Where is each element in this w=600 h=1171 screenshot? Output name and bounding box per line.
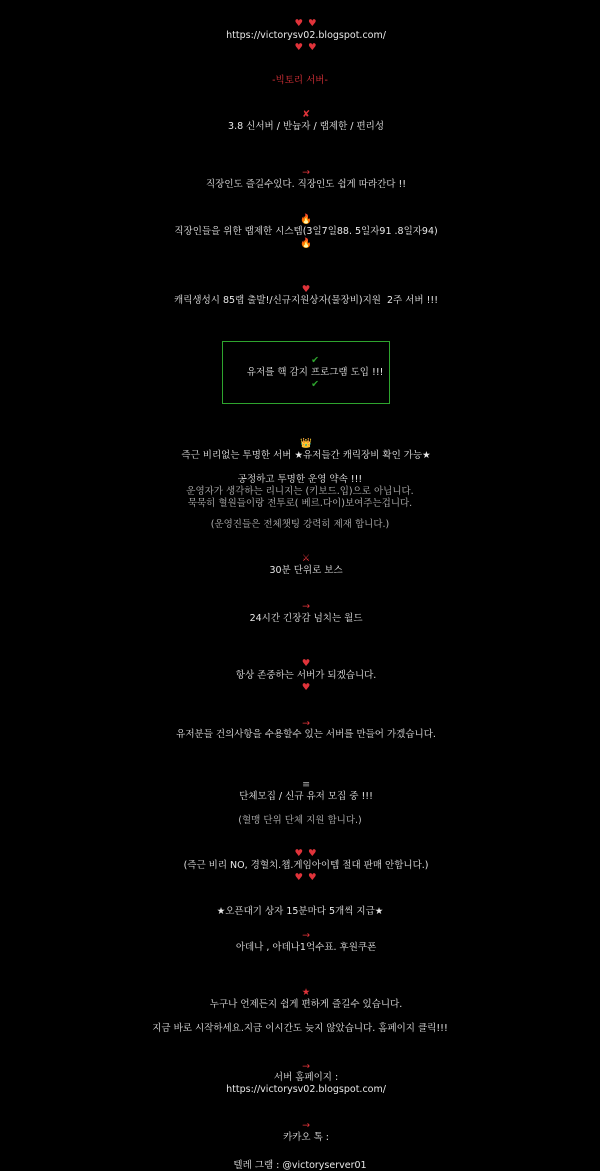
no-sell-line bbox=[0, 837, 600, 896]
anticheat-text: 유저를 핵 감지 프로그램 도입 !!! bbox=[247, 367, 384, 378]
arrow-icon-5: → bbox=[302, 1061, 310, 1072]
crown-icon: 👑 bbox=[300, 438, 312, 449]
heart-icon-nosell-right: ♥ ♥ bbox=[295, 872, 318, 883]
respect-line-1 bbox=[0, 646, 600, 705]
server-title: -빅토리 서버- bbox=[0, 75, 600, 87]
arrow-icon-3: → bbox=[302, 718, 310, 729]
heart-icon-right: ♥ ♥ bbox=[295, 42, 318, 53]
attendance-line-2 bbox=[0, 918, 600, 966]
anyone-line-2: 지금 바로 시작하세요.지금 이시간도 늦지 않았습니다. 홈페이지 클릭!!! bbox=[0, 1023, 600, 1035]
transparency-line-1 bbox=[0, 426, 600, 474]
boss-line bbox=[0, 541, 600, 589]
boss-text: 30분 단위로 보스 bbox=[269, 565, 342, 576]
check-icon-right: ✔ bbox=[311, 379, 319, 390]
guild-recruit-text: 단체모집 / 신규 유저 모집 중 !!! bbox=[239, 791, 373, 802]
check-icon-left: ✔ bbox=[311, 355, 319, 366]
bullet-icon: ≡ bbox=[302, 779, 310, 790]
arrow-icon-6: → bbox=[302, 1120, 310, 1131]
features-line bbox=[0, 97, 600, 145]
guild-recruit-line bbox=[0, 767, 600, 815]
heart-icon-respect-left: ♥ bbox=[302, 658, 311, 669]
header-blog-link[interactable]: https://victorysv02.blogspot.com/ bbox=[226, 30, 386, 41]
star-icon: ★ bbox=[302, 987, 311, 998]
kakao-line bbox=[0, 1108, 600, 1156]
transparency-line-4: 묵묵히 혈원들이랑 전투로( 베르.다이)보여주는겁니다. bbox=[0, 498, 600, 510]
cross-icon: ✘ bbox=[302, 109, 310, 120]
features-text: 3.8 신서버 / 반늅자 / 랩제한 / 편리성 bbox=[228, 121, 384, 132]
arrow-icon-4: → bbox=[302, 930, 310, 941]
no-sell-text: (즉근 비리 NO, 경혈치.챕.게임아이템 절대 판매 안합니다.) bbox=[184, 860, 429, 871]
attendance-line-1: ★오픈대기 상자 15분마다 5개씩 지급★ bbox=[0, 906, 600, 918]
respect-text-1: 항상 존중하는 서버가 되겠습니다. bbox=[236, 670, 377, 681]
office-worker-line-1 bbox=[0, 155, 600, 203]
heart-icon-respect-right: ♥ bbox=[302, 682, 311, 693]
homepage-line bbox=[0, 1049, 600, 1108]
gift-icon: ♥ bbox=[302, 284, 311, 295]
homepage-link[interactable]: https://victorysv02.blogspot.com/ bbox=[226, 1084, 386, 1095]
heart-icon-left: ♥ ♥ bbox=[295, 18, 318, 29]
telegram-line[interactable]: 텔레 그램 : @victoryserver01 bbox=[0, 1160, 600, 1171]
fire-icon-left: 🔥 bbox=[300, 214, 312, 225]
office-worker-text-2: 직장인들을 위한 랩제한 시스템(3일7일88. 5일자91 .8일자94) bbox=[174, 226, 437, 237]
transparency-line-2: 공정하고 투명한 운영 약속 !!! bbox=[0, 474, 600, 486]
anticheat-box-line bbox=[0, 329, 600, 416]
heart-icon-nosell-left: ♥ ♥ bbox=[295, 848, 318, 859]
kakao-label: 카카오 톡 : bbox=[283, 1132, 329, 1143]
world-text: 24시간 긴장감 넘치는 월드 bbox=[250, 613, 363, 624]
office-worker-line-2 bbox=[0, 202, 600, 261]
respect-text-2: 유저분들 건의사항을 수용할수 있는 서버를 만들어 가겠습니다. bbox=[176, 729, 436, 740]
header-url-line bbox=[0, 6, 600, 65]
starter-pack-line bbox=[0, 272, 600, 320]
transparency-line-3: 운영자가 생각하는 리니지는 (키보드.입)으로 아닙니다. bbox=[0, 486, 600, 498]
homepage-label: 서버 홈페이지 : bbox=[274, 1072, 338, 1083]
fire-icon-right: 🔥 bbox=[300, 238, 312, 249]
promo-document bbox=[0, 0, 600, 462]
sword-icon: ⚔ bbox=[302, 553, 311, 564]
office-worker-text-1: 직장인도 즐길수있다. 직장인도 쉽게 따라간다 !! bbox=[206, 179, 406, 190]
attendance-text-2: 아데나 , 아데나1억수표. 후원쿠폰 bbox=[236, 942, 376, 953]
anticheat-box bbox=[222, 341, 391, 404]
anyone-text-1: 누구나 언제든지 쉽게 편하게 즐길수 있습니다. bbox=[210, 999, 402, 1010]
starter-pack-text: 캐릭생성시 85랩 출발!/신규지원상자(물장비)지원 2주 서버 !!! bbox=[174, 295, 438, 306]
chat-policy-line: (운영진들은 전체챗팅 강력히 제재 합니다.) bbox=[0, 519, 600, 531]
arrow-icon-1: → bbox=[302, 167, 310, 178]
anyone-line-1 bbox=[0, 975, 600, 1023]
arrow-icon-2: → bbox=[302, 601, 310, 612]
respect-line-2 bbox=[0, 706, 600, 754]
world-line bbox=[0, 589, 600, 637]
transparency-text-1: 즉근 비리없는 투명한 서버 ★유저들간 캐릭장비 확인 가능★ bbox=[181, 450, 430, 461]
guild-support-line: (혈맹 단위 단체 지원 합니다.) bbox=[0, 815, 600, 827]
